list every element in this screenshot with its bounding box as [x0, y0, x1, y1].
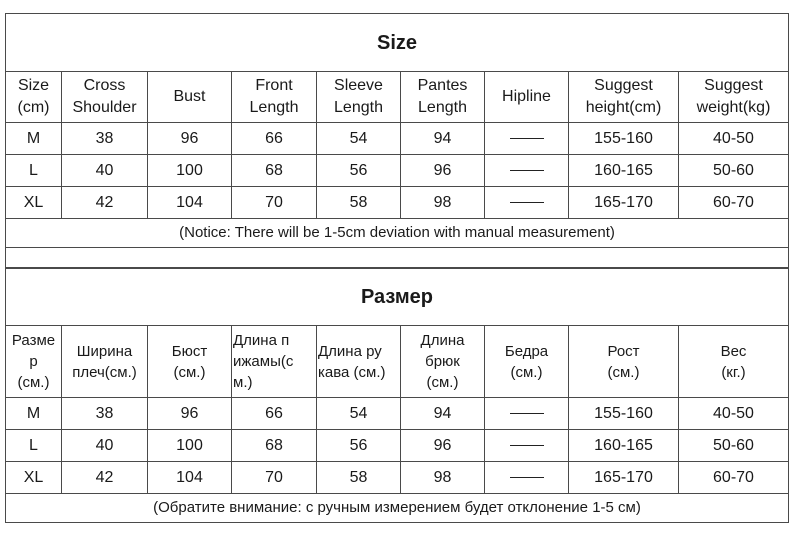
table-cell [485, 430, 569, 462]
table-cell: 60-70 [679, 187, 789, 219]
table-cell [485, 398, 569, 430]
header-cell: Cross Shoulder [62, 72, 148, 123]
table-cell: 50-60 [679, 155, 789, 187]
table-cell: 70 [232, 187, 317, 219]
table-cell: 50-60 [679, 430, 789, 462]
table-cell: 96 [401, 430, 485, 462]
table-title: Size [6, 14, 789, 72]
table-cell: 104 [148, 187, 232, 219]
dash-mark [510, 202, 544, 203]
table-cell: 155-160 [569, 398, 679, 430]
table-cell: 104 [148, 462, 232, 494]
size-table-russian [5, 267, 789, 523]
table-cell: 38 [62, 123, 148, 155]
table-cell: 68 [232, 430, 317, 462]
header-row [6, 72, 789, 123]
table-cell: 98 [401, 187, 485, 219]
table-cell: 94 [401, 123, 485, 155]
table-cell: L [6, 430, 62, 462]
header-cell: Suggest height(cm) [569, 72, 679, 123]
table-cell [485, 187, 569, 219]
table-row [6, 398, 789, 430]
table-cell: 66 [232, 398, 317, 430]
table-cell [485, 462, 569, 494]
table-cell: 60-70 [679, 462, 789, 494]
table-cell: 160-165 [569, 155, 679, 187]
table-cell: 56 [317, 430, 401, 462]
table-cell: 94 [401, 398, 485, 430]
spacer-row [6, 248, 789, 269]
table-cell: 42 [62, 187, 148, 219]
header-cell: Длина ру кава (см.) [317, 326, 401, 398]
table-cell: 96 [148, 123, 232, 155]
table-cell: 58 [317, 462, 401, 494]
header-cell: Suggest weight(kg) [679, 72, 789, 123]
table-cell: 100 [148, 430, 232, 462]
table-cell: M [6, 398, 62, 430]
table-cell: 58 [317, 187, 401, 219]
header-cell: Bust [148, 72, 232, 123]
table-row [6, 187, 789, 219]
table-cell: 38 [62, 398, 148, 430]
table-row [6, 462, 789, 494]
notice-text: (Обратите внимание: с ручным измерением будет отклонение 1-5 см) [6, 494, 789, 523]
table-title: Размер [6, 268, 789, 326]
table-cell: 155-160 [569, 123, 679, 155]
header-row [6, 326, 789, 398]
header-cell: Длина брюк (см.) [401, 326, 485, 398]
table-cell: 40-50 [679, 398, 789, 430]
table-cell: 70 [232, 462, 317, 494]
table-cell: M [6, 123, 62, 155]
header-cell: Вес (кг.) [679, 326, 789, 398]
table-row [6, 430, 789, 462]
table-cell: 68 [232, 155, 317, 187]
table-cell: 98 [401, 462, 485, 494]
table-cell: 40 [62, 430, 148, 462]
header-cell: Длина п ижамы(с м.) [232, 326, 317, 398]
table-cell: 56 [317, 155, 401, 187]
header-cell: Pantes Length [401, 72, 485, 123]
table-cell: L [6, 155, 62, 187]
table-cell: 165-170 [569, 187, 679, 219]
table-cell [485, 123, 569, 155]
table-cell: 40 [62, 155, 148, 187]
table-cell [485, 155, 569, 187]
table-cell: 100 [148, 155, 232, 187]
dash-mark [510, 445, 544, 446]
header-cell: Hipline [485, 72, 569, 123]
table-cell: 54 [317, 398, 401, 430]
table-cell: 54 [317, 123, 401, 155]
dash-mark [510, 413, 544, 414]
header-cell: Разме р (см.) [6, 326, 62, 398]
header-cell: Front Length [232, 72, 317, 123]
table-cell: 42 [62, 462, 148, 494]
header-cell: Ширина плеч(см.) [62, 326, 148, 398]
table-cell: 96 [401, 155, 485, 187]
size-table-english [5, 13, 789, 269]
table-row [6, 155, 789, 187]
table-cell: XL [6, 187, 62, 219]
table-cell: XL [6, 462, 62, 494]
table-cell: 160-165 [569, 430, 679, 462]
header-cell: Бюст (см.) [148, 326, 232, 398]
dash-mark [510, 138, 544, 139]
notice-text: (Notice: There will be 1-5cm deviation with manual measurement) [6, 219, 789, 248]
table-cell: 66 [232, 123, 317, 155]
table-cell: 96 [148, 398, 232, 430]
table-cell: 40-50 [679, 123, 789, 155]
header-cell: Бедра (см.) [485, 326, 569, 398]
header-cell: Рост (см.) [569, 326, 679, 398]
table-row [6, 123, 789, 155]
table-cell: 165-170 [569, 462, 679, 494]
header-cell: Size (cm) [6, 72, 62, 123]
dash-mark [510, 477, 544, 478]
dash-mark [510, 170, 544, 171]
header-cell: Sleeve Length [317, 72, 401, 123]
